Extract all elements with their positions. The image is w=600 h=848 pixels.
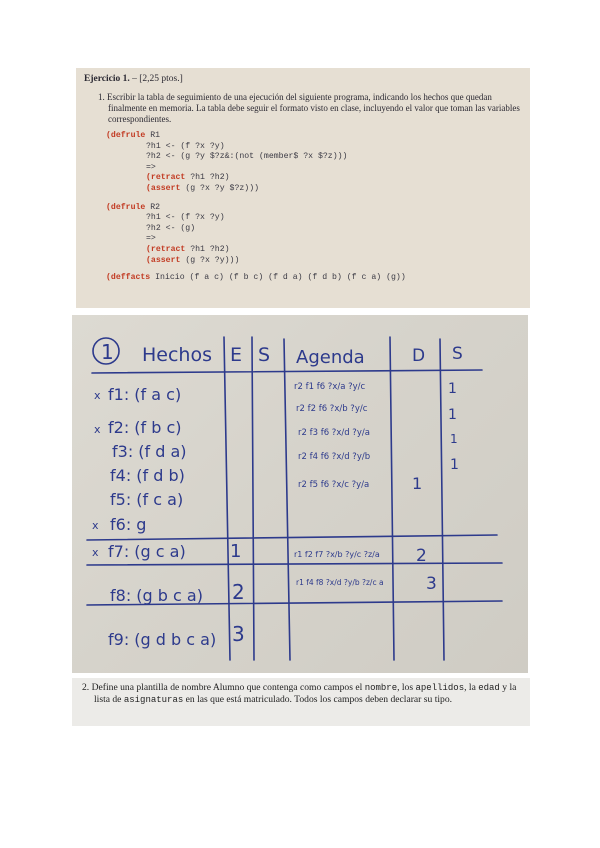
task2-number: 2.: [82, 682, 90, 693]
fact-label: f8: (g b c a): [110, 586, 203, 605]
field-name: edad: [478, 683, 500, 693]
agenda-entry: r2 f5 f6 ?x/c ?y/a: [298, 480, 370, 490]
task1-number: 1.: [98, 92, 105, 102]
deffacts-keyword: (deffacts: [106, 273, 151, 283]
task2-text: y la lista de: [94, 682, 517, 705]
rule-arrow: =>: [146, 234, 156, 244]
fact-mark: x: [92, 546, 99, 559]
header-e: E: [230, 344, 243, 366]
agenda-entry: r1 f2 f7 ?x/b ?y/c ?z/a: [294, 550, 380, 559]
field-name: asignaturas: [123, 695, 184, 705]
fact-label: f1: (f a c): [108, 385, 182, 404]
facts-list: [92, 385, 245, 649]
fact-e-value: 2: [232, 580, 245, 604]
rule-name: R2: [145, 202, 161, 212]
assert-args: (g ?x ?y $?z))): [180, 183, 260, 193]
rule-r1: [106, 131, 520, 195]
agenda-list: [294, 381, 459, 594]
rule-pattern-line: ?h2 <- (g ?y $?z&:(not (member$ ?x $?z))): [146, 152, 348, 162]
exercise-scan: [76, 68, 530, 308]
rule-name: R1: [145, 131, 161, 140]
agenda-entry: r1 f4 f8 ?x/d ?y/b ?z/c a: [296, 578, 384, 587]
retract-args: ?h1 ?h2): [185, 173, 230, 183]
fact-label: f6: g: [110, 515, 147, 534]
task1-statement: [98, 92, 520, 125]
agenda-entry: r2 f3 f6 ?x/d ?y/a: [298, 428, 370, 438]
assert-keyword: (assert: [146, 255, 181, 265]
fact-label: f3: (f d a): [112, 442, 187, 461]
deffacts-block: [106, 273, 520, 284]
field-name: nombre: [364, 683, 398, 693]
header-s2: S: [452, 344, 463, 364]
handwritten-table-photo: [72, 315, 528, 673]
agenda-s-value: 1: [448, 381, 457, 397]
retract-keyword: (retract: [146, 244, 186, 254]
task2-scan: [72, 678, 530, 726]
task2-text: , los: [397, 682, 416, 693]
agenda-s-value: 1: [450, 457, 459, 473]
agenda-entry: r2 f4 f6 ?x/d ?y/b: [298, 452, 371, 462]
fact-label: f4: (f d b): [110, 466, 185, 485]
rule-pattern-line: ?h1 <- (f ?x ?y): [146, 141, 225, 151]
agenda-d-value: 3: [426, 574, 437, 594]
defrule-keyword: (defrule: [106, 202, 146, 212]
exercise-title: [84, 74, 520, 84]
defrule-keyword: (defrule: [106, 131, 146, 140]
fact-mark: x: [94, 389, 101, 402]
exercise-title-bold: Ejercicio 1.: [84, 74, 130, 84]
header-hechos: Hechos: [142, 344, 212, 366]
exercise-circle-number: 1: [101, 340, 114, 364]
exercise-points: – [2,25 ptos.]: [132, 74, 183, 84]
handwritten-table: [72, 315, 528, 673]
rule-r2: [106, 203, 520, 267]
fact-mark: x: [94, 423, 101, 436]
fact-label: f2: (f b c): [108, 418, 182, 437]
agenda-entry: r2 f1 f6 ?x/a ?y/c: [294, 382, 366, 392]
header-d: D: [412, 346, 426, 366]
fact-label: f7: (g c a): [108, 542, 186, 561]
agenda-d-value: 2: [416, 546, 427, 566]
header-s: S: [258, 344, 271, 366]
retract-keyword: (retract: [146, 173, 186, 183]
rule-arrow: =>: [146, 162, 156, 172]
fact-label: f9: (g d b c a): [108, 630, 217, 649]
agenda-d-value: 1: [412, 474, 423, 493]
task2-text: , la: [464, 682, 479, 693]
deffacts-facts: Inicio (f a c) (f b c) (f d a) (f d b) (f c a) (g)): [150, 273, 406, 283]
assert-args: (g ?x ?y))): [180, 255, 240, 265]
fact-e-value: 3: [232, 622, 245, 646]
agenda-entry: r2 f2 f6 ?x/b ?y/c: [296, 404, 368, 414]
assert-keyword: (assert: [146, 183, 181, 193]
rule-pattern-line: ?h2 <- (g): [146, 223, 196, 233]
task2-statement: [80, 682, 522, 706]
fact-e-value: 1: [230, 541, 242, 562]
task2-text: en las que está matriculado. Todos los campos deben declarar su tipo.: [183, 694, 453, 705]
agenda-s-value: 1: [448, 407, 457, 423]
task2-text: Define una plantilla de nombre Alumno que contenga como campos el: [91, 682, 365, 693]
retract-args: ?h1 ?h2): [185, 244, 230, 254]
task1-text: Escribir la tabla de seguimiento de una ejecución del siguiente programa, indicando los hechos que quedan finalmente en memoria. La tabla debe seguir el formato visto en clase, incluyendo el valor que toman las variables correspondientes.: [107, 92, 520, 124]
header-agenda: Agenda: [296, 347, 365, 368]
agenda-s-value: 1: [450, 432, 458, 446]
rule-pattern-line: ?h1 <- (f ?x ?y): [146, 213, 225, 223]
fact-label: f5: (f c a): [110, 490, 184, 509]
fact-mark: x: [92, 519, 99, 532]
field-name: apellidos: [415, 683, 465, 693]
